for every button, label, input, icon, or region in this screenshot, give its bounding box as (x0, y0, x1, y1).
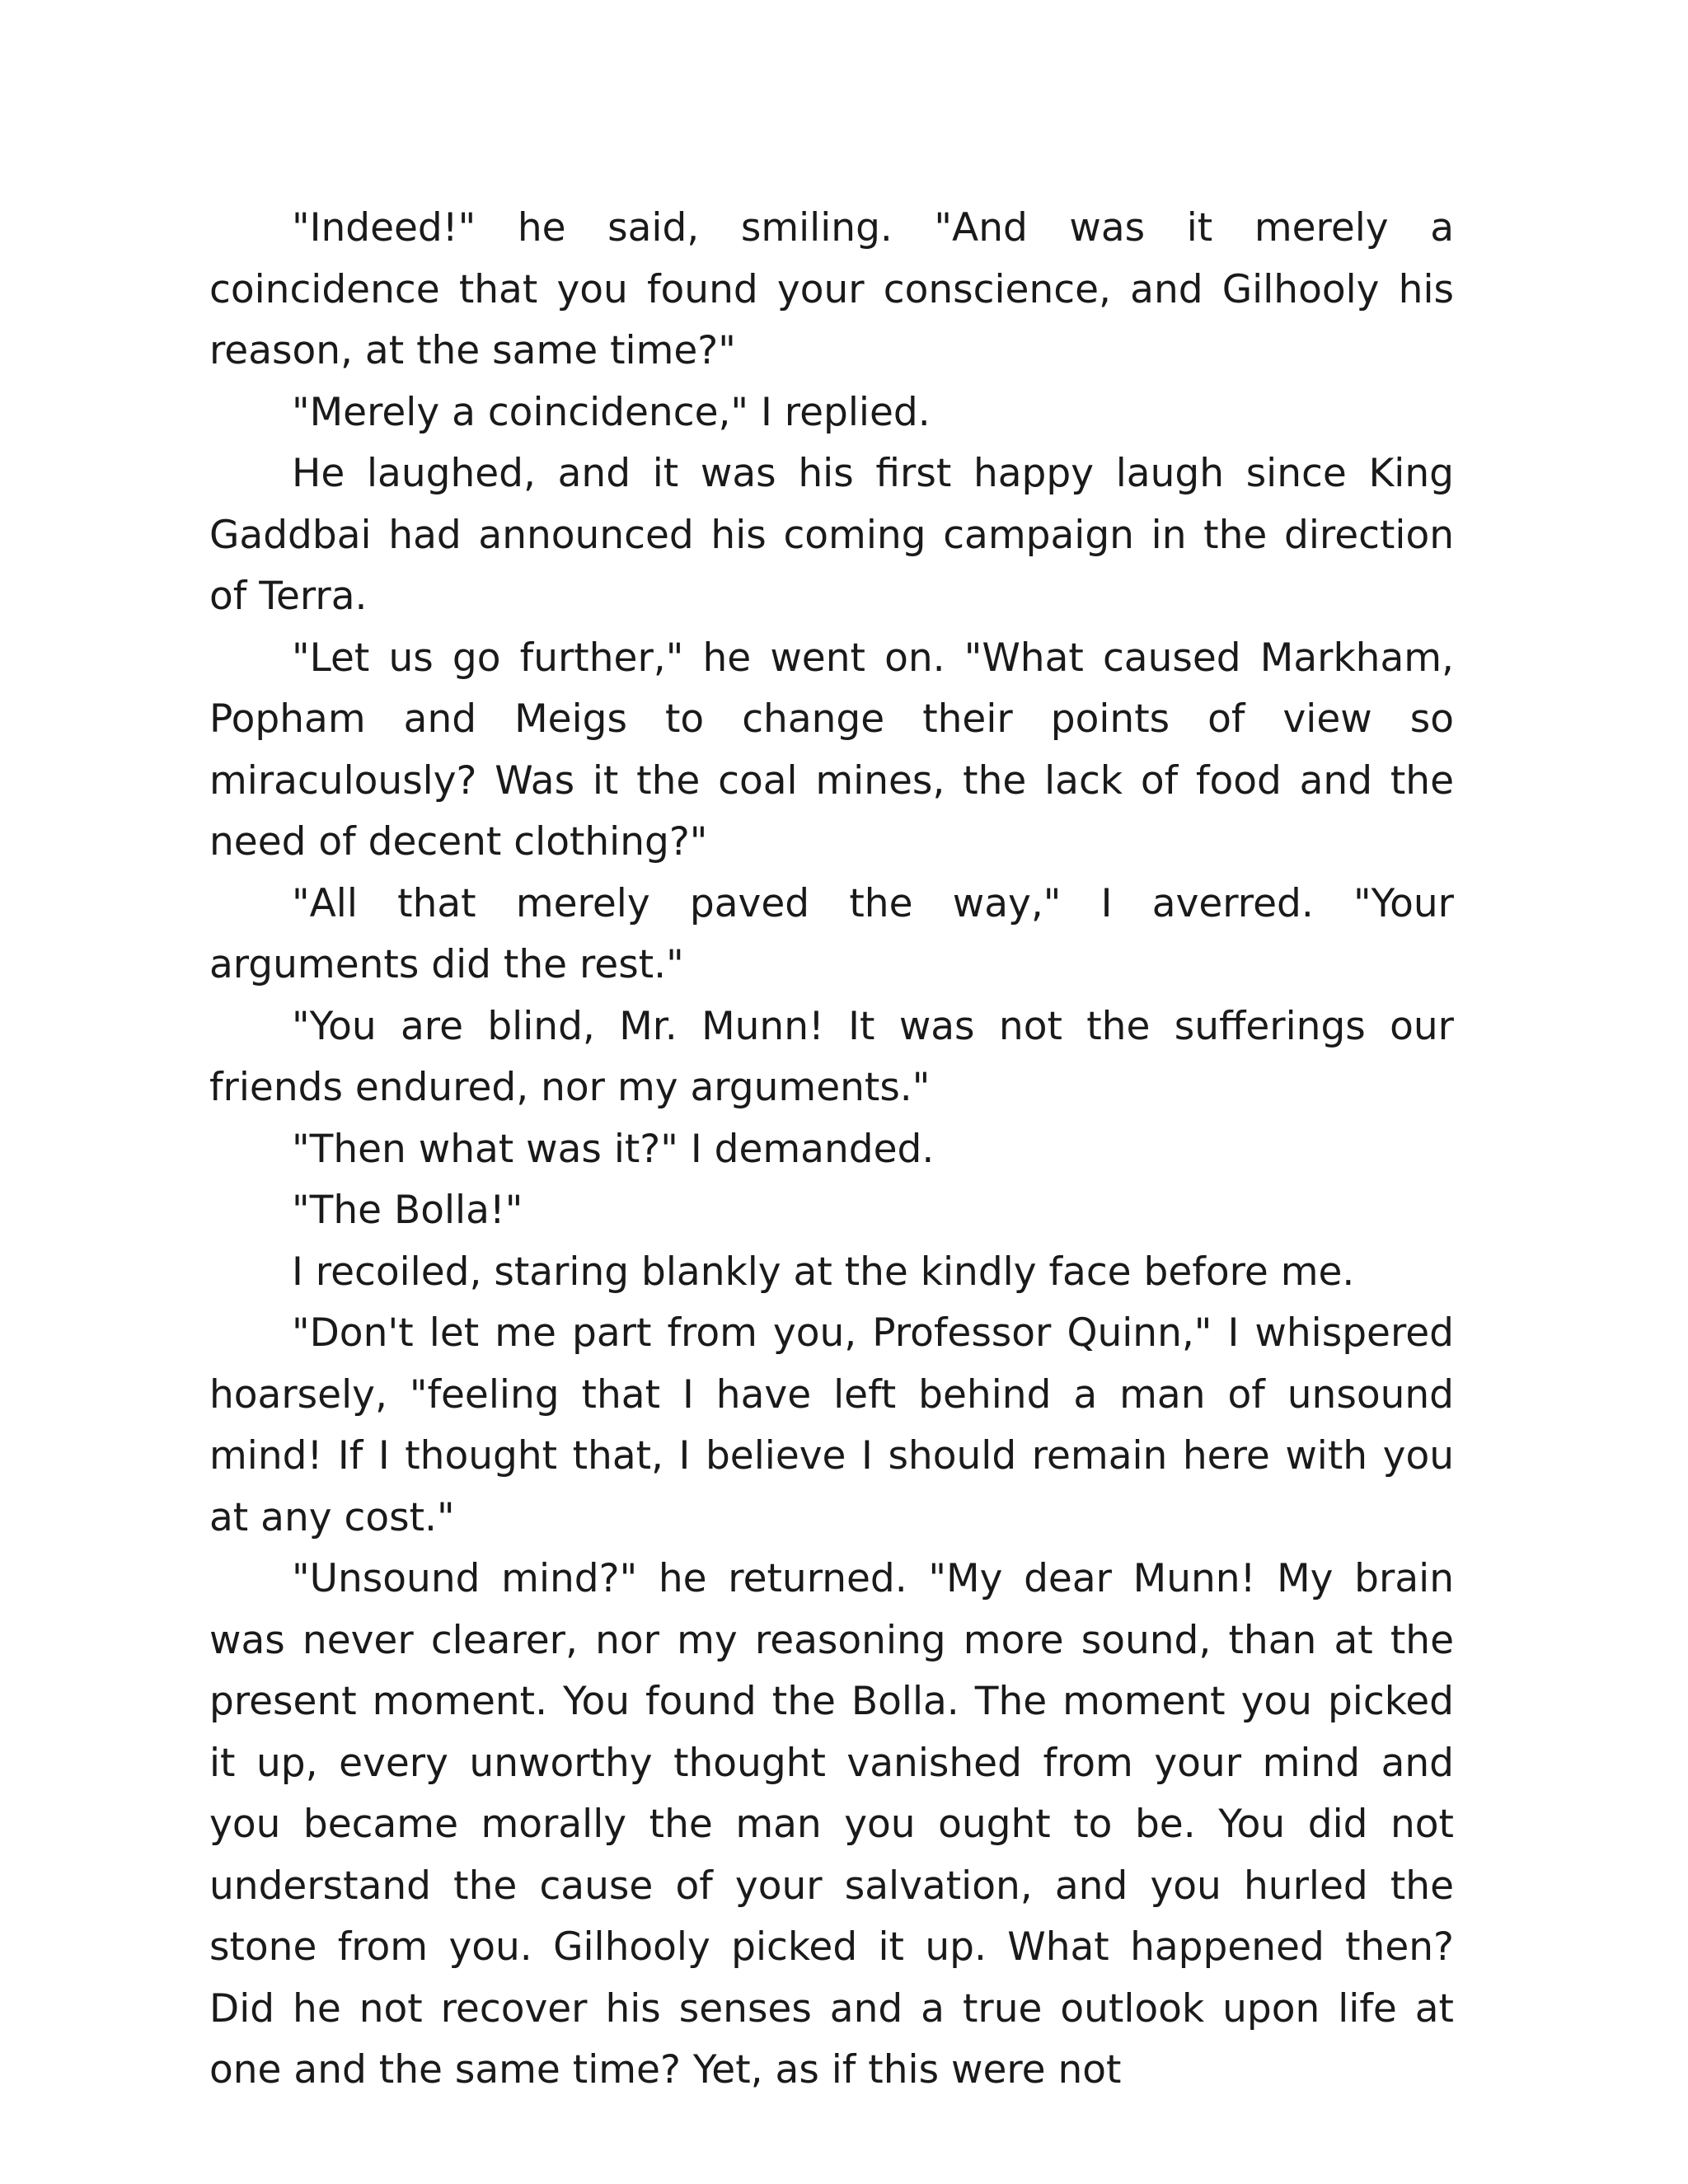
paragraph: "Unsound mind?" he returned. "My dear Munn! My brain was never clearer, nor my reasoning more sound, than at the present moment. You found the Bolla. The moment you picked it up, every unworthy thought vanished from your mind and you became morally the man you ought to be. You did not understand the cause of your salvation, and you hurled the stone from you. Gilhooly picked it up. What happened then? Did he not recover his senses and a true outlook upon life at one and the same time? Yet, as if this were not (209, 1556, 1454, 2093)
body-text (209, 198, 1454, 2102)
paragraph: "Don't let me part from you, Professor Quinn," I whispered hoarsely, "feeling that I have left behind a man of unsound mind! If I thought that, I believe I should remain here with you at any cost." (209, 1310, 1454, 1540)
paragraph: "Let us go further," he went on. "What caused Markham, Popham and Meigs to change their points of view so miraculously? Was it the coal mines, the lack of food and the need of decent clothing?" (209, 635, 1454, 865)
paragraph: "Then what was it?" I demanded. (292, 1126, 935, 1172)
paragraph: "Merely a coincidence," I replied. (292, 389, 931, 435)
paragraph: "The Bolla!" (292, 1188, 523, 1233)
paragraph: "You are blind, Mr. Munn! It was not the sufferings our friends endured, nor my arguments." (209, 1003, 1454, 1110)
paragraph: "Indeed!" he said, smiling. "And was it merely a coincidence that you found your conscience, and Gilhooly his reason, at the same time?" (209, 205, 1454, 373)
paragraph: He laughed, and it was his first happy laugh since King Gaddbai had announced his coming campaign in the direction of Terra. (209, 451, 1454, 619)
paragraph: I recoiled, staring blankly at the kindly face before me. (292, 1249, 1355, 1295)
paragraph: "All that merely paved the way," I averred. "Your arguments did the rest." (209, 880, 1454, 987)
